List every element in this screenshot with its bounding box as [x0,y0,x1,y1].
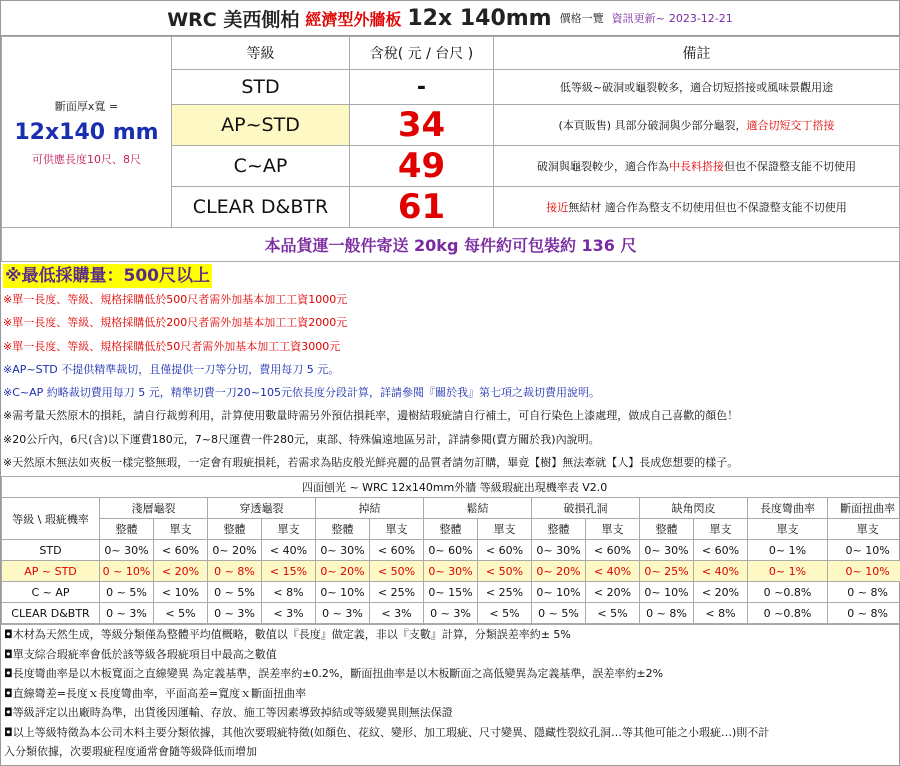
defect-value-cell: < 8% [694,603,748,624]
defect-value-cell: < 40% [262,540,316,561]
defect-row [2,582,900,603]
shipping-note: 本品貨運一般件寄送 20kg 每件約可包裝約 136 尺 [2,228,900,262]
defect-value-cell: 0~ 20% [316,561,370,582]
header-title [1,1,899,36]
defect-row [2,603,900,624]
defect-value-cell: < 8% [262,582,316,603]
defect-value-cell: 0 ~ 5% [532,603,586,624]
sub-header: 單支 [478,519,532,540]
section-label: 斷面厚x寬 = [54,99,119,113]
note-cell [494,146,900,187]
price-table [1,36,900,262]
price-cell: - [350,70,494,105]
rule-item: ※C~AP 約略裁切費用每刀 5 元，精準切費一刀20~105元依長度分段計算，詳請參閱『關於我』第七項之裁切費用說明。 [3,386,600,400]
header-update-date: 2023-12-21 [668,11,733,25]
defect-value-cell: 0~ 10% [640,582,694,603]
rule-item: ※AP~STD 不提供精準裁切，且僅提供一刀等分切，費用每刀 5 元。 [3,362,340,376]
note-text: 低等級~破洞或龜裂較多，適合切短搭接或風味景觀用途 [559,81,834,94]
rule-item: ※單一長度、等級、規格採購低於200尺者需外加基本加工工資2000元 [3,316,348,330]
defect-value-cell: < 60% [370,540,424,561]
defect-value-cell: < 40% [586,561,640,582]
defect-value-cell: < 40% [694,561,748,582]
sub-header: 單支 [370,519,424,540]
sub-header: 整體 [316,519,370,540]
sub-header: 單支 [586,519,640,540]
defect-group-header: 鬆結 [424,498,532,519]
defect-value-cell: 0~ 15% [424,582,478,603]
defect-value-cell: 0 ~ 3% [208,603,262,624]
defect-value-cell: 0 ~ 5% [208,582,262,603]
rule-item: ※單一長度、等級、規格採購低於50尺者需外加基本加工工資3000元 [3,339,341,353]
grade-cell: AP~STD [172,105,350,146]
section-size: 12x140 mm [14,119,159,145]
defect-value-cell: < 50% [478,561,532,582]
sub-header: 單支 [262,519,316,540]
sub-header: 整體 [640,519,694,540]
defect-value-cell: 0 ~0.8% [748,603,828,624]
defect-value-cell: < 50% [370,561,424,582]
defect-value-cell: 0~ 1% [748,540,828,561]
col-header-grade: 等級 [172,37,350,70]
defect-value-cell: < 60% [586,540,640,561]
sub-header: 整體 [532,519,586,540]
price-cell: 61 [350,187,494,228]
defect-table [1,476,900,624]
note-cell [494,187,900,228]
purchase-rules [1,262,899,476]
defect-value-cell: 0~ 25% [640,561,694,582]
defect-table-title: 四面刨光 ~ WRC 12x140mm外牆 等級瑕疵出現機率表 V2.0 [2,477,900,498]
defect-grade-cell: AP ~ STD [2,561,100,582]
grade-cell: C~AP [172,146,350,187]
footnote: ◘木材為天然生成，等級分類僅為整體平均值概略，數值以『長度』做定義，非以『支數』計算，分類誤差率約± 5% [4,628,571,642]
available-lengths: 可供應長度10尺、8尺 [32,152,141,166]
header-update-label: 資訊更新~ [611,12,665,25]
defect-value-cell: < 10% [154,582,208,603]
footnote: ◘等級評定以出廠時為準，出貨後因運輸、存放、施工等因素導致掉結或等級變異則無法保證 [4,706,453,720]
sub-header: 單支 [748,519,828,540]
defect-value-cell: 0 ~ 3% [316,603,370,624]
defect-grade-cell: C ~ AP [2,582,100,603]
note-cell [494,70,900,105]
defect-row [2,540,900,561]
header-size: 12x 140mm [407,5,552,31]
note-text: 但也不保證整支能不切使用 [724,160,856,173]
defect-value-cell: 0~ 20% [532,561,586,582]
defect-group-header: 長度彎曲率 [748,498,828,519]
defect-value-cell: < 20% [154,561,208,582]
header-product: 經濟型外牆板 [305,9,402,29]
col-header-note: 備註 [494,37,900,70]
col-header-price: 含稅( 元 / 台尺 ) [350,37,494,70]
grade-cell: STD [172,70,350,105]
header-list: 價格一覽 [559,12,604,25]
grade-cell: CLEAR D&BTR [172,187,350,228]
defect-value-cell: < 60% [694,540,748,561]
price-cell: 49 [350,146,494,187]
note-cell [494,105,900,146]
defect-row [2,561,900,582]
sub-header: 單支 [154,519,208,540]
sub-header: 單支 [828,519,900,540]
defect-value-cell: 0~ 30% [100,540,154,561]
defect-value-cell: < 3% [370,603,424,624]
rule-item: ※天然原木無法如夾板一樣完整無瑕，一定會有瑕疵損耗，若需求為貼皮般光鮮亮麗的品質者請勿訂購，畢竟【樹】無法牽就【人】長成您想要的樣子。 [3,456,739,470]
header-main: WRC 美西側柏 [167,8,300,31]
defect-grade-cell: STD [2,540,100,561]
defect-value-cell: 0 ~ 3% [100,603,154,624]
section-spec [2,37,172,228]
note-text: 無結材 適合作為整支不切使用但也不保證整支能不切使用 [568,201,847,214]
sub-header: 整體 [424,519,478,540]
defect-value-cell: < 25% [478,582,532,603]
defect-value-cell: 0~ 30% [316,540,370,561]
defect-group-header: 穿透龜裂 [208,498,316,519]
defect-value-cell: 0~ 10% [828,540,900,561]
defect-value-cell: 0~ 60% [424,540,478,561]
defect-value-cell: 0 ~ 8% [828,582,900,603]
defect-group-header: 斷面扭曲率 [828,498,900,519]
defect-value-cell: 0~ 30% [532,540,586,561]
defect-value-cell: < 20% [694,582,748,603]
defect-value-cell: < 20% [586,582,640,603]
rule-item: ※單一長度、等級、規格採購低於500尺者需外加基本加工工資1000元 [3,293,348,306]
defect-value-cell: 0~ 10% [316,582,370,603]
defect-group-header: 掉結 [316,498,424,519]
min-purchase: ※最低採購量：500尺以上 [5,266,211,286]
defect-value-cell: 0 ~ 3% [424,603,478,624]
note-highlight: 中長料搭接 [669,160,724,173]
defect-group-header: 破損孔洞 [532,498,640,519]
defect-group-header: 淺層龜裂 [100,498,208,519]
note-highlight: 接近 [546,201,569,214]
note-text: 破洞與龜裂較少，適合作為 [537,160,669,173]
defect-value-cell: < 3% [262,603,316,624]
rule-item: ※需考量天然原木的損耗，請自行裁剪利用，計算使用數量時需另外預估損耗率，邊樹結瑕疵請自行補土，可自行染色上漆處理，做成自己喜歡的顏色！ [3,409,739,423]
defect-value-cell: < 25% [370,582,424,603]
sub-header: 單支 [694,519,748,540]
defect-value-cell: 0~ 30% [424,561,478,582]
footnote: ◘直線彎差=長度ｘ長度彎曲率，平面高差=寬度ｘ斷面扭曲率 [4,686,307,700]
defect-value-cell: < 5% [478,603,532,624]
sub-header: 整體 [100,519,154,540]
defect-corner: 等級 \ 瑕疵機率 [2,498,100,540]
defect-group-header: 缺角閃皮 [640,498,748,519]
defect-value-cell: 0 ~ 10% [100,561,154,582]
defect-value-cell: < 5% [154,603,208,624]
defect-value-cell: < 5% [586,603,640,624]
defect-value-cell: 0 ~ 8% [208,561,262,582]
footnote: ◘單支綜合瑕疵率會低於該等級各瑕疵項目中最高之數值 [4,647,277,661]
footnote: 入分類依據，次要瑕疵程度通常會隨等級降低而增加 [4,745,257,759]
sub-header: 整體 [208,519,262,540]
defect-grade-cell: CLEAR D&BTR [2,603,100,624]
defect-value-cell: < 60% [478,540,532,561]
footnote: ◘長度彎曲率是以木板寬面之直線變異 為定義基準，誤差率約±0.2%，斷面扭曲率是以木板斷面之高低變異為定義基準，誤差率約±2% [4,667,664,681]
note-highlight: 適合切短交丁搭接 [746,119,835,132]
defect-value-cell: 0~ 10% [532,582,586,603]
defect-value-cell: 0 ~ 8% [828,603,900,624]
defect-value-cell: < 15% [262,561,316,582]
footnote: ◘以上等級特徵為本公司木料主要分類依據，其他次要瑕疵特徵(如顏色、花紋、變形、加工瑕疵、尺寸變異、隱藏性裂紋孔洞…等其他可能之小瑕疵…)則不計 [4,725,770,739]
note-text: (本頁販售) 具部分破洞與少部分龜裂， [558,119,747,132]
defect-value-cell: 0~ 30% [640,540,694,561]
defect-value-cell: 0 ~0.8% [748,582,828,603]
defect-value-cell: 0 ~ 5% [100,582,154,603]
footnotes [1,624,899,762]
defect-value-cell: 0~ 1% [748,561,828,582]
defect-value-cell: 0 ~ 8% [640,603,694,624]
defect-value-cell: 0~ 10% [828,561,900,582]
defect-value-cell: 0~ 20% [208,540,262,561]
rule-item: ※20公斤內，6尺(含)以下運費180元，7~8尺運費一件280元，東部、特殊偏遠地區另計，詳請參閱(賣方關於我)內說明。 [3,432,600,446]
defect-value-cell: < 60% [154,540,208,561]
price-cell: 34 [350,105,494,146]
